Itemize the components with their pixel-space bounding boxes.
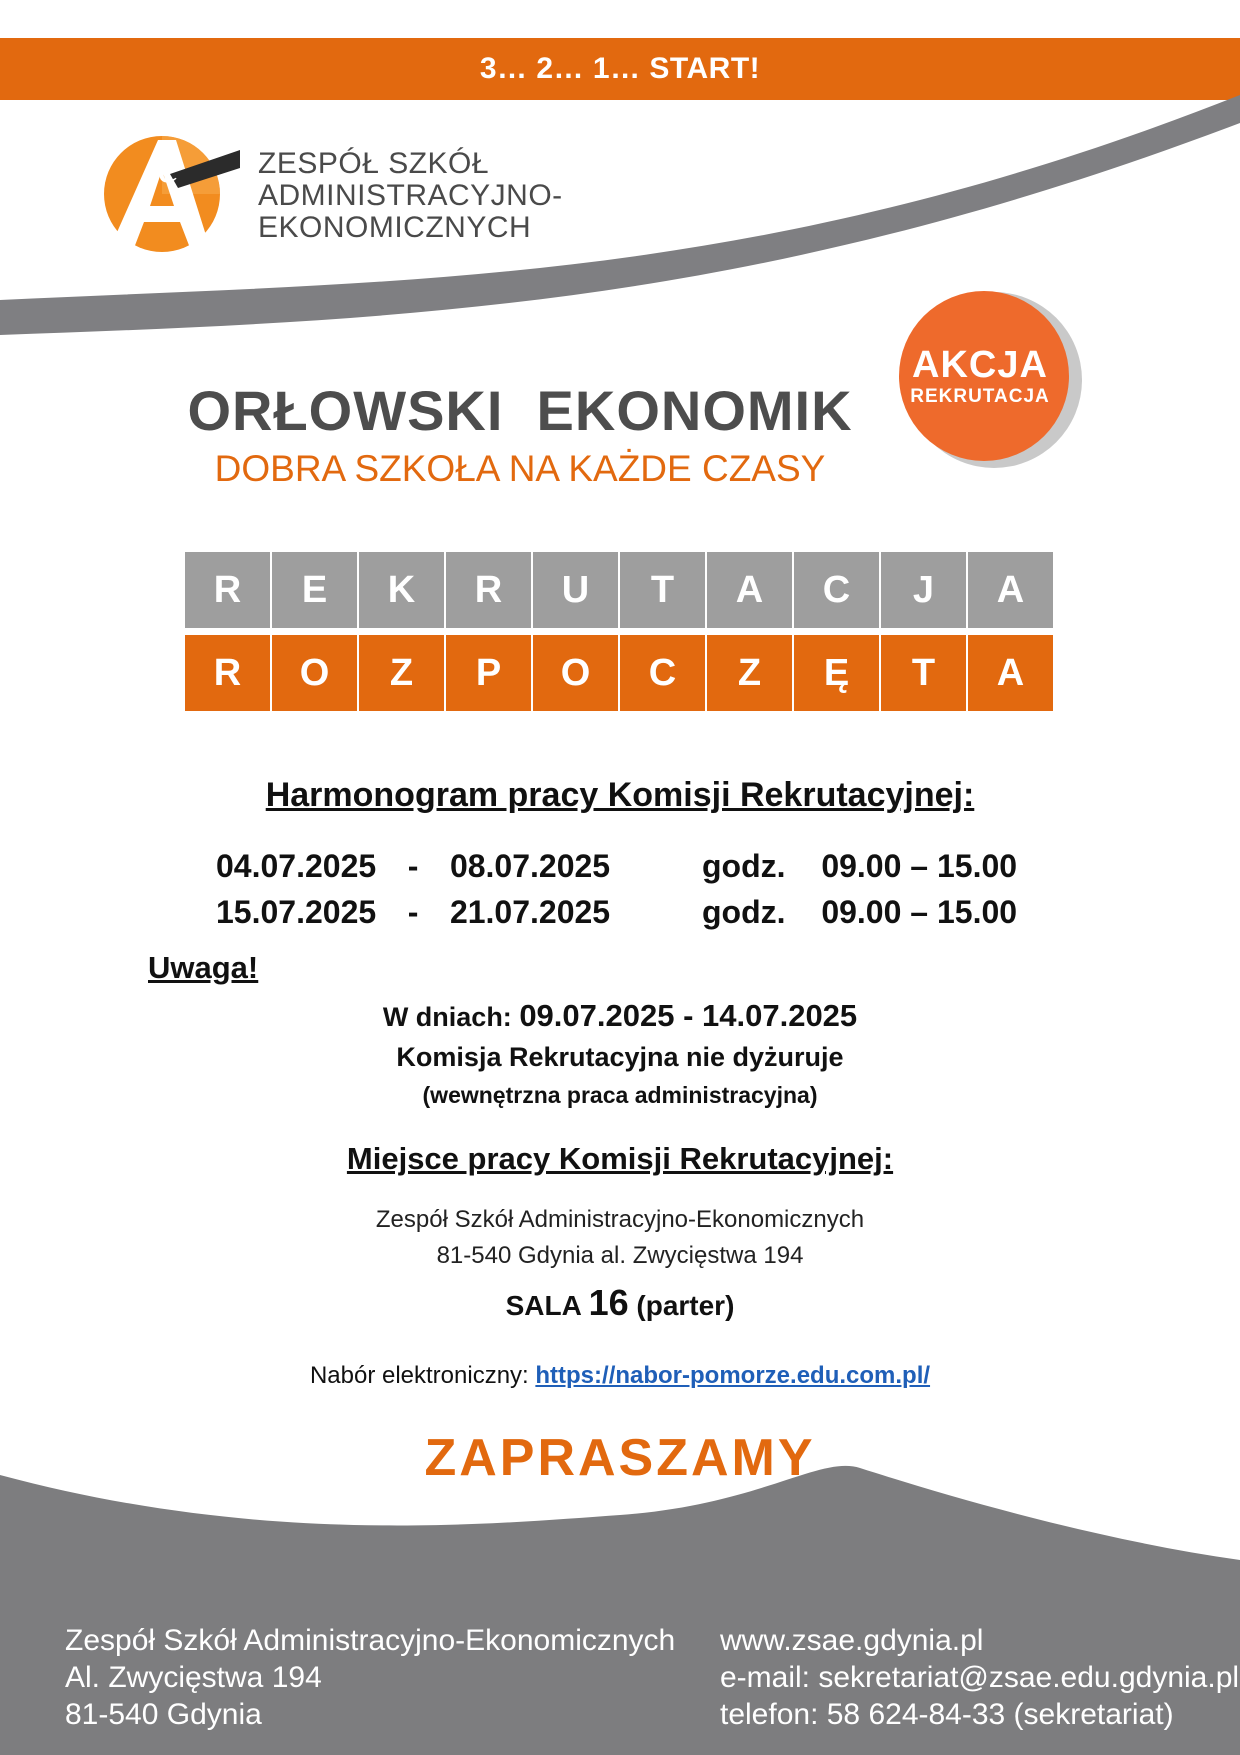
invite-text: ZAPRASZAMY: [424, 1429, 816, 1487]
place-line-1: Zespół Szkół Administracyjno-Ekonomicznych: [375, 1206, 865, 1233]
footer-phone: telefon: 58 624-84-33 (sekretariat): [720, 1698, 1174, 1731]
tiles-row-rozpoczeta: [185, 635, 1055, 711]
schedule-hours-1: [702, 848, 1017, 885]
letter-tile: C: [620, 635, 705, 711]
notice-dates-prefix: W dniach:: [382, 1002, 520, 1032]
letter-tile: O: [533, 635, 618, 711]
tiles-row-rekrutacja: [185, 552, 1055, 628]
footer-city: 81-540 Gdynia: [65, 1698, 262, 1731]
online-label: Nabór elektroniczny:: [309, 1362, 536, 1389]
letter-tile: J: [881, 552, 966, 628]
date-from: 04.07.2025: [216, 848, 377, 884]
letter-tile: O: [272, 635, 357, 711]
hours-value: 09.00 – 15.00: [821, 894, 1018, 930]
page-title: ORŁOWSKI EKONOMIK: [187, 379, 853, 442]
letter-tile: R: [446, 552, 531, 628]
letter-tile: T: [881, 635, 966, 711]
letter-tile: A: [707, 552, 792, 628]
footer-contact: [720, 1622, 1239, 1733]
letter-tile: A: [968, 552, 1053, 628]
svg-text:e: e: [158, 140, 180, 193]
letter-tile: R: [185, 552, 270, 628]
room-prefix: SALA: [505, 1290, 589, 1321]
schedule-hours-2: [702, 894, 1017, 931]
badge-subtitle: REKRUTACJA: [910, 386, 1050, 407]
letter-tile: Ę: [794, 635, 879, 711]
room-number: 16: [588, 1282, 629, 1323]
letter-tile: E: [272, 552, 357, 628]
letter-tile: Z: [359, 635, 444, 711]
logo-line-3: EKONOMICZNYCH: [258, 211, 532, 244]
footer-website[interactable]: www.zsae.gdynia.pl: [720, 1624, 984, 1657]
room-suffix: (parter): [628, 1290, 735, 1321]
notice-dates: [0, 998, 1240, 1034]
date-dash: -: [407, 894, 419, 930]
logo-line-2: ADMINISTRACYJNO-: [258, 179, 563, 212]
recruitment-link[interactable]: https://nabor-pomorze.edu.com.pl/: [535, 1362, 931, 1389]
letter-tile: P: [446, 635, 531, 711]
footer-address: [65, 1622, 675, 1733]
date-to: 08.07.2025: [449, 848, 611, 884]
footer-email[interactable]: e-mail: sekretariat@zsae.edu.gdynia.pl: [720, 1661, 1240, 1694]
letter-tile: R: [185, 635, 270, 711]
hours-label: godz.: [702, 848, 786, 884]
date-dash: -: [407, 848, 419, 884]
letter-tile: T: [620, 552, 705, 628]
badge-title: AKCJA: [912, 344, 1048, 386]
letter-tile: U: [533, 552, 618, 628]
hours-label: godz.: [702, 894, 786, 930]
notice-dates-value: 09.07.2025 - 14.07.2025: [519, 998, 858, 1033]
online-recruitment: [0, 1362, 1240, 1390]
notice-line-3: (wewnętrzna praca administracyjna): [422, 1082, 818, 1108]
school-logo-text: [258, 148, 563, 244]
page-subtitle: DOBRA SZKOŁA NA KAŻDE CZASY: [214, 448, 826, 489]
school-logo-mark: [100, 130, 240, 260]
notice-line-2: Komisja Rekrutacyjna nie dyżuruje: [396, 1042, 844, 1072]
notice-label: Uwaga!: [148, 950, 259, 985]
logo-line-1: ZESPÓŁ SZKÓŁ: [258, 147, 490, 180]
place-heading: Miejsce pracy Komisji Rekrutacyjnej:: [346, 1141, 894, 1176]
letter-tile: A: [968, 635, 1053, 711]
footer-school-name: Zespół Szkół Administracyjno-Ekonomicznych: [65, 1624, 676, 1657]
schedule-row-2: [216, 894, 610, 931]
hours-value: 09.00 – 15.00: [821, 848, 1018, 884]
place-room: [0, 1282, 1240, 1324]
date-to: 21.07.2025: [449, 894, 611, 930]
letter-tile: Z: [707, 635, 792, 711]
letter-tile: K: [359, 552, 444, 628]
date-from: 15.07.2025: [216, 894, 377, 930]
schedule-heading: Harmonogram pracy Komisji Rekrutacyjnej:: [265, 776, 975, 814]
footer-street: Al. Zwycięstwa 194: [65, 1661, 322, 1694]
top-banner: 3… 2… 1… START!: [0, 38, 1240, 100]
letter-tile: C: [794, 552, 879, 628]
schedule-row-1: [216, 848, 610, 885]
place-line-2: 81-540 Gdynia al. Zwycięstwa 194: [436, 1242, 804, 1269]
